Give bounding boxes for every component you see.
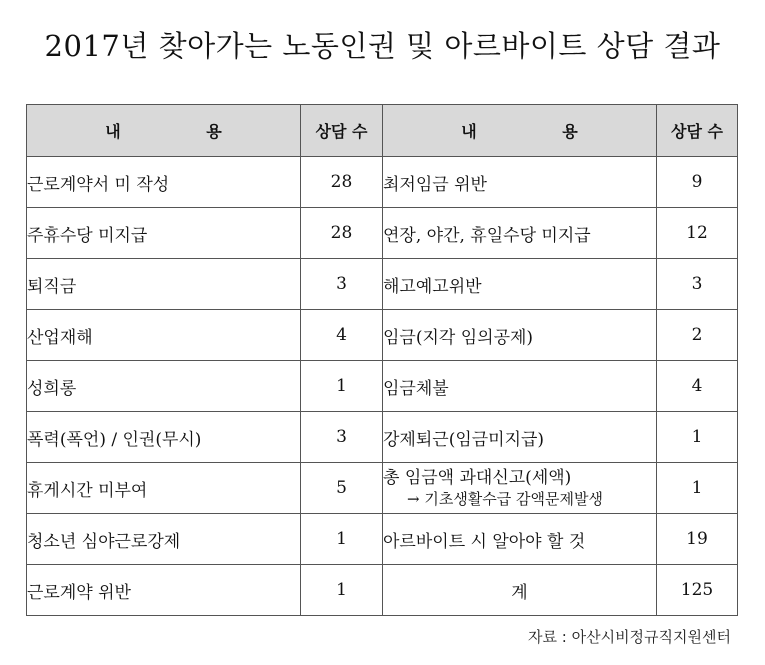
header-count-right: 상담 수 — [657, 105, 738, 157]
row-right-label: 강제퇴근(임금미지급) — [383, 412, 657, 463]
row-right-label — [383, 463, 657, 514]
header-content-right: 내 용 — [383, 105, 657, 157]
table-row — [27, 259, 738, 310]
row-left-label: 근로계약서 미 작성 — [27, 157, 301, 208]
row-right-label: 임금체불 — [383, 361, 657, 412]
table-row — [27, 565, 738, 616]
total-label: 계 — [383, 565, 657, 616]
row-left-label: 휴게시간 미부여 — [27, 463, 301, 514]
header-content-left: 내 용 — [27, 105, 301, 157]
row-left-count: 5 — [301, 463, 383, 514]
row-right-count: 2 — [657, 310, 738, 361]
row-right-count: 3 — [657, 259, 738, 310]
row-right-count: 12 — [657, 208, 738, 259]
table-row — [27, 361, 738, 412]
row-left-label: 퇴직금 — [27, 259, 301, 310]
row-right-count: 9 — [657, 157, 738, 208]
consultation-results-table — [26, 104, 738, 616]
row-left-count: 1 — [301, 514, 383, 565]
row-left-label: 성희롱 — [27, 361, 301, 412]
row-left-count: 28 — [301, 208, 383, 259]
row-left-count: 4 — [301, 310, 383, 361]
row-left-label: 근로계약 위반 — [27, 565, 301, 616]
row-right-label: 최저임금 위반 — [383, 157, 657, 208]
row-left-count: 28 — [301, 157, 383, 208]
page-title: 2017년 찾아가는 노동인권 및 아르바이트 상담 결과 — [44, 29, 721, 63]
row-left-count: 3 — [301, 412, 383, 463]
table-row — [27, 157, 738, 208]
row-right-label-line1: 총 임금액 과대신고(세액) — [383, 468, 572, 488]
row-left-count: 1 — [301, 565, 383, 616]
row-right-count: 4 — [657, 361, 738, 412]
row-right-label-line2: → 기초생활수급 감액문제발생 — [407, 490, 603, 508]
row-left-label: 청소년 심야근로강제 — [27, 514, 301, 565]
table-row — [27, 514, 738, 565]
table-row — [27, 412, 738, 463]
row-left-label: 폭력(폭언) / 인권(무시) — [27, 412, 301, 463]
row-left-label: 산업재해 — [27, 310, 301, 361]
row-right-count: 1 — [657, 463, 738, 514]
row-right-label: 아르바이트 시 알아야 할 것 — [383, 514, 657, 565]
row-left-label: 주휴수당 미지급 — [27, 208, 301, 259]
table-header-row — [27, 105, 738, 157]
header-count-left: 상담 수 — [301, 105, 383, 157]
row-right-count: 19 — [657, 514, 738, 565]
row-right-label: 임금(지각 임의공제) — [383, 310, 657, 361]
row-left-count: 3 — [301, 259, 383, 310]
row-right-label: 해고예고위반 — [383, 259, 657, 310]
row-right-label: 연장, 야간, 휴일수당 미지급 — [383, 208, 657, 259]
row-left-count: 1 — [301, 361, 383, 412]
table-row — [27, 208, 738, 259]
row-right-count: 1 — [657, 412, 738, 463]
table-row — [27, 310, 738, 361]
total-count: 125 — [657, 565, 738, 616]
source-note: 자료 : 아산시비정규직지원센터 — [528, 628, 731, 646]
table-row — [27, 463, 738, 514]
